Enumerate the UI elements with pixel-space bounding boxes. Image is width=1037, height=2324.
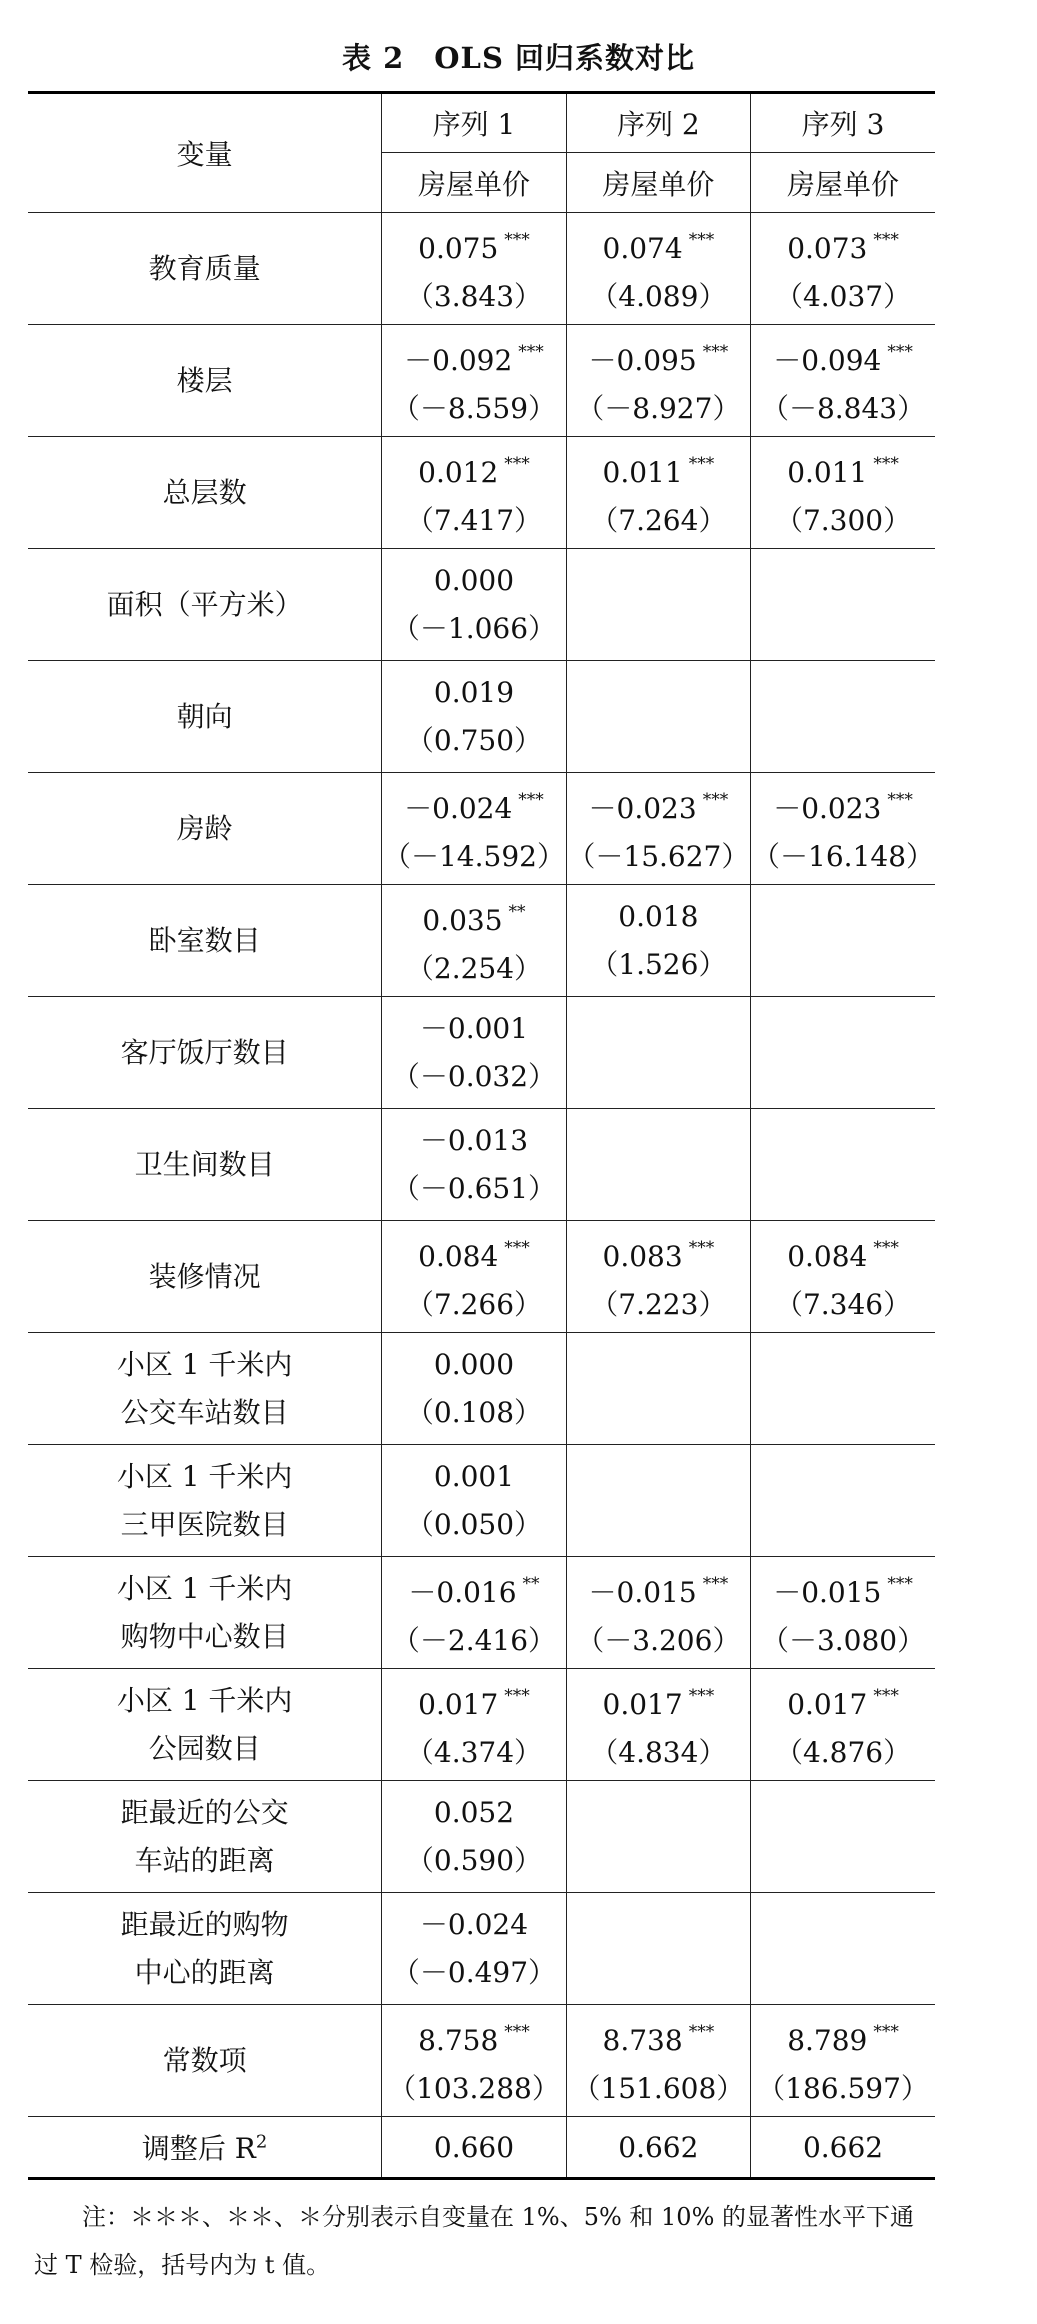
coefficient-value: －0.092 [404, 344, 513, 377]
variable-name [28, 997, 382, 1109]
coefficient-value: －0.094 [773, 344, 882, 377]
coefficient-cell [382, 1669, 566, 1781]
coefficient-line [382, 2008, 565, 2065]
t-statistic: （－3.080） [760, 1624, 926, 1657]
coefficient-value: 0.052 [433, 1795, 515, 1829]
significance-stars: *** [688, 230, 715, 250]
coefficient-cell [382, 1557, 566, 1669]
adjusted-r2-value: 0.660 [382, 2117, 566, 2179]
adjusted-r2-label [28, 2117, 382, 2179]
variable-name-line: 购物中心数目 [120, 1619, 289, 1653]
coefficient-cell [751, 2005, 935, 2117]
coefficient-value: 0.001 [433, 1459, 515, 1493]
t-statistic: （0.750） [405, 723, 543, 757]
coefficient-value: 0.084 [418, 1240, 499, 1273]
coefficient-line [567, 1672, 750, 1729]
variable-name-line: 卧室数目 [148, 923, 261, 957]
table-row [28, 325, 935, 437]
variable-name [28, 661, 382, 773]
coefficient-cell [566, 1893, 750, 2005]
coefficient-value: －0.024 [419, 1907, 529, 1941]
coefficient-value: 8.789 [787, 2024, 868, 2057]
coefficient-cell [751, 1221, 935, 1333]
table-row [28, 2005, 935, 2117]
coefficient-value: 8.758 [418, 2024, 499, 2057]
t-statistic: （2.254） [405, 952, 543, 985]
t-statistic: （1.526） [590, 947, 727, 981]
coefficient-line [382, 1789, 565, 1837]
regression-table [28, 91, 935, 2180]
table-row [28, 1893, 935, 2005]
coefficient-line [382, 440, 565, 497]
variable-name [28, 2005, 382, 2117]
coefficient-value: －0.013 [419, 1123, 529, 1157]
variable-name-line: 朝向 [176, 699, 233, 733]
variable-name [28, 325, 382, 437]
t-statistic: （4.089） [590, 280, 727, 313]
variable-name-line: 小区 1 千米内 [116, 1571, 293, 1605]
significance-stars: ** [522, 1574, 540, 1594]
table-row [28, 1333, 935, 1445]
coefficient-line [751, 2008, 935, 2065]
dependent-header: 房屋单价 [566, 153, 750, 213]
coefficient-line [382, 1672, 565, 1729]
coefficient-cell [751, 1557, 935, 1669]
significance-stars: *** [504, 1238, 530, 1258]
coefficient-cell [751, 549, 935, 661]
significance-stars: *** [702, 790, 729, 810]
variable-header: 变量 [28, 93, 382, 213]
coefficient-value: 0.035 [422, 904, 503, 937]
t-statistic: （7.300） [774, 504, 912, 537]
t-statistic: （－0.651） [391, 1171, 557, 1205]
coefficient-line [751, 1560, 935, 1617]
coefficient-cell [566, 549, 750, 661]
t-statistic: （－2.416） [391, 1624, 557, 1657]
t-statistic: （－8.843） [760, 392, 926, 425]
coefficient-cell [382, 1333, 566, 1445]
coefficient-value: 0.073 [787, 232, 868, 265]
series-header: 序列 1 [382, 93, 566, 153]
header-row-series [28, 93, 935, 153]
table-row [28, 1557, 935, 1669]
t-statistic: （－15.627） [567, 840, 750, 873]
t-statistic: （7.223） [590, 1288, 727, 1321]
coefficient-line [382, 1341, 565, 1389]
coefficient-line [382, 1560, 565, 1617]
coefficient-cell [751, 1781, 935, 1893]
variable-name-line: 面积（平方米） [106, 587, 303, 621]
coefficient-line [382, 1117, 565, 1165]
coefficient-cell [751, 1333, 935, 1445]
variable-name [28, 437, 382, 549]
coefficient-line [382, 1224, 565, 1281]
coefficient-line [567, 776, 750, 833]
coefficient-line [382, 669, 565, 717]
dependent-header: 房屋单价 [382, 153, 566, 213]
variable-name-line: 中心的距离 [134, 1955, 275, 1989]
coefficient-cell [751, 1445, 935, 1557]
coefficient-cell [751, 213, 935, 325]
significance-stars: *** [873, 454, 899, 474]
coefficient-cell [566, 1109, 750, 1221]
table-row [28, 1221, 935, 1333]
t-statistic: （151.608） [572, 2072, 745, 2105]
variable-name [28, 1221, 382, 1333]
coefficient-line [567, 216, 750, 273]
coefficient-cell [382, 2005, 566, 2117]
coefficient-cell [382, 549, 566, 661]
variable-name [28, 1893, 382, 2005]
coefficient-value: 0.012 [418, 456, 499, 489]
table-row [28, 773, 935, 885]
coefficient-value: －0.023 [773, 792, 882, 825]
coefficient-value: 0.018 [618, 899, 699, 933]
coefficient-line [567, 440, 750, 497]
variable-name-line: 教育质量 [148, 251, 261, 285]
variable-name-line: 小区 1 千米内 [116, 1347, 293, 1381]
significance-stars: *** [688, 1238, 715, 1258]
coefficient-value: 0.017 [787, 1688, 868, 1721]
coefficient-line [382, 1453, 565, 1501]
coefficient-value: －0.095 [588, 344, 697, 377]
table-note: 注：＊＊＊、＊＊、＊分别表示自变量在 1%、5% 和 10% 的显著性水平下通过 T 检验，括号内为 t 值。 [34, 2203, 915, 2279]
coefficient-cell [566, 213, 750, 325]
variable-name-line: 装修情况 [148, 1259, 261, 1293]
coefficient-value: －0.024 [404, 792, 513, 825]
t-statistic: （7.264） [590, 504, 727, 537]
significance-stars: ** [508, 902, 526, 922]
coefficient-value: 0.019 [433, 675, 515, 709]
table-row [28, 549, 935, 661]
coefficient-value: 0.074 [602, 232, 683, 265]
significance-stars: *** [873, 1238, 899, 1258]
coefficient-cell [382, 1445, 566, 1557]
t-statistic: （4.037） [774, 280, 912, 313]
coefficient-line [382, 1005, 565, 1053]
variable-name-line: 总层数 [162, 475, 247, 509]
coefficient-cell [566, 1221, 750, 1333]
adjusted-r2-label-text: 调整后 R [141, 2132, 256, 2165]
coefficient-cell [566, 1669, 750, 1781]
variable-name-line: 公园数目 [148, 1731, 261, 1765]
t-statistic: （－1.066） [391, 611, 557, 645]
significance-stars: *** [688, 454, 715, 474]
coefficient-value: 0.000 [433, 1347, 515, 1381]
coefficient-line [382, 216, 565, 273]
coefficient-value: －0.001 [419, 1011, 529, 1045]
coefficient-cell [751, 997, 935, 1109]
coefficient-value: －0.015 [773, 1576, 882, 1609]
coefficient-cell [751, 885, 935, 997]
coefficient-value: 0.083 [602, 1240, 683, 1273]
t-statistic: （4.876） [774, 1736, 912, 1769]
variable-name [28, 773, 382, 885]
coefficient-cell [751, 1109, 935, 1221]
table-row [28, 997, 935, 1109]
coefficient-cell [382, 1893, 566, 2005]
coefficient-cell [566, 437, 750, 549]
significance-stars: *** [504, 230, 530, 250]
t-statistic: （0.050） [405, 1507, 543, 1541]
coefficient-value: －0.016 [408, 1576, 517, 1609]
significance-stars: *** [688, 1686, 715, 1706]
coefficient-cell [566, 997, 750, 1109]
variable-name-line: 楼层 [176, 363, 233, 397]
significance-stars: *** [873, 1686, 899, 1706]
table-row [28, 661, 935, 773]
coefficient-cell [382, 1109, 566, 1221]
coefficient-line [751, 440, 935, 497]
dependent-header: 房屋单价 [751, 153, 935, 213]
coefficient-cell [566, 325, 750, 437]
adjusted-r2-value: 0.662 [751, 2117, 935, 2179]
table-row [28, 1445, 935, 1557]
significance-stars: *** [887, 790, 913, 810]
coefficient-cell [751, 1669, 935, 1781]
coefficient-value: 0.075 [418, 232, 499, 265]
t-statistic: （－8.559） [391, 392, 557, 425]
table-row [28, 1781, 935, 1893]
variable-name [28, 1109, 382, 1221]
t-statistic: （－14.592） [382, 840, 565, 873]
coefficient-cell [751, 773, 935, 885]
significance-stars: *** [518, 342, 544, 362]
variable-name [28, 549, 382, 661]
significance-stars: *** [688, 2022, 715, 2042]
coefficient-cell [566, 1333, 750, 1445]
significance-stars: *** [873, 230, 899, 250]
coefficient-value: 0.017 [602, 1688, 683, 1721]
variable-name-line: 卫生间数目 [134, 1147, 275, 1181]
coefficient-line [751, 1224, 935, 1281]
coefficient-line [751, 216, 935, 273]
variable-name-line: 车站的距离 [134, 1843, 275, 1877]
coefficient-cell [382, 997, 566, 1109]
coefficient-line [382, 888, 565, 945]
coefficient-line [751, 776, 935, 833]
r2-superscript: 2 [255, 2131, 268, 2153]
significance-stars: *** [702, 1574, 729, 1594]
coefficient-cell [382, 213, 566, 325]
coefficient-line [382, 1901, 565, 1949]
series-header: 序列 2 [566, 93, 750, 153]
t-statistic: （4.834） [590, 1736, 727, 1769]
variable-name-line: 公交车站数目 [120, 1395, 289, 1429]
significance-stars: *** [702, 342, 729, 362]
coefficient-cell [566, 1445, 750, 1557]
coefficient-value: 0.011 [602, 456, 683, 489]
variable-name [28, 1445, 382, 1557]
t-statistic: （－0.032） [391, 1059, 557, 1093]
variable-name [28, 1781, 382, 1893]
variable-name-line: 常数项 [162, 2043, 247, 2077]
t-statistic: （7.266） [405, 1288, 543, 1321]
t-statistic: （0.108） [405, 1395, 543, 1429]
variable-name-line: 房龄 [176, 811, 233, 845]
t-statistic: （0.590） [405, 1843, 543, 1877]
coefficient-cell [566, 773, 750, 885]
variable-name [28, 1333, 382, 1445]
adjusted-r2-row [28, 2117, 935, 2179]
coefficient-line [382, 776, 565, 833]
t-statistic: （186.597） [757, 2072, 929, 2105]
coefficient-line [567, 328, 750, 385]
coefficient-cell [751, 437, 935, 549]
variable-name [28, 213, 382, 325]
significance-stars: *** [504, 2022, 530, 2042]
coefficient-value: 0.084 [787, 1240, 868, 1273]
adjusted-r2-value: 0.662 [566, 2117, 750, 2179]
variable-name [28, 1669, 382, 1781]
table-title: 表 2 OLS 回归系数对比 [342, 41, 695, 75]
t-statistic: （－16.148） [752, 840, 935, 873]
t-statistic: （－0.497） [391, 1955, 557, 1989]
significance-stars: *** [887, 1574, 913, 1594]
table-row [28, 213, 935, 325]
t-statistic: （7.417） [405, 504, 543, 537]
significance-stars: *** [518, 790, 544, 810]
coefficient-line [751, 1672, 935, 1729]
coefficient-cell [382, 437, 566, 549]
coefficient-line [567, 893, 750, 941]
variable-name-line: 客厅饭厅数目 [120, 1035, 289, 1069]
variable-name-line: 小区 1 千米内 [116, 1459, 293, 1493]
significance-stars: *** [873, 2022, 899, 2042]
coefficient-cell [566, 885, 750, 997]
significance-stars: *** [504, 1686, 530, 1706]
coefficient-cell [382, 661, 566, 773]
table-row [28, 885, 935, 997]
coefficient-cell [382, 773, 566, 885]
variable-name-line: 距最近的公交 [120, 1795, 289, 1829]
significance-stars: *** [504, 454, 530, 474]
coefficient-value: －0.023 [588, 792, 697, 825]
t-statistic: （4.374） [405, 1736, 543, 1769]
table-row [28, 1109, 935, 1221]
coefficient-cell [382, 1781, 566, 1893]
variable-name-line: 距最近的购物 [120, 1907, 289, 1941]
t-statistic: （7.346） [774, 1288, 912, 1321]
coefficient-line [382, 328, 565, 385]
coefficient-value: 0.017 [418, 1688, 499, 1721]
coefficient-cell [751, 661, 935, 773]
coefficient-cell [566, 1557, 750, 1669]
coefficient-cell [751, 325, 935, 437]
t-statistic: （－8.927） [576, 392, 741, 425]
coefficient-line [751, 328, 935, 385]
variable-name-line: 小区 1 千米内 [116, 1683, 293, 1717]
coefficient-value: 8.738 [602, 2024, 683, 2057]
t-statistic: （103.288） [388, 2072, 560, 2105]
coefficient-line [567, 2008, 750, 2065]
coefficient-line [567, 1224, 750, 1281]
variable-name-line: 三甲医院数目 [120, 1507, 289, 1541]
coefficient-cell [382, 325, 566, 437]
coefficient-cell [566, 661, 750, 773]
table-row [28, 437, 935, 549]
coefficient-cell [751, 1893, 935, 2005]
significance-stars: *** [887, 342, 913, 362]
coefficient-line [567, 1560, 750, 1617]
coefficient-cell [566, 2005, 750, 2117]
coefficient-value: 0.011 [787, 456, 868, 489]
variable-name [28, 1557, 382, 1669]
series-header: 序列 3 [751, 93, 935, 153]
table-row [28, 1669, 935, 1781]
t-statistic: （－3.206） [576, 1624, 741, 1657]
coefficient-value: 0.000 [433, 563, 515, 597]
coefficient-cell [382, 1221, 566, 1333]
coefficient-cell [382, 885, 566, 997]
variable-name [28, 885, 382, 997]
coefficient-cell [566, 1781, 750, 1893]
coefficient-value: －0.015 [588, 1576, 697, 1609]
t-statistic: （3.843） [405, 280, 543, 313]
coefficient-line [382, 557, 565, 605]
